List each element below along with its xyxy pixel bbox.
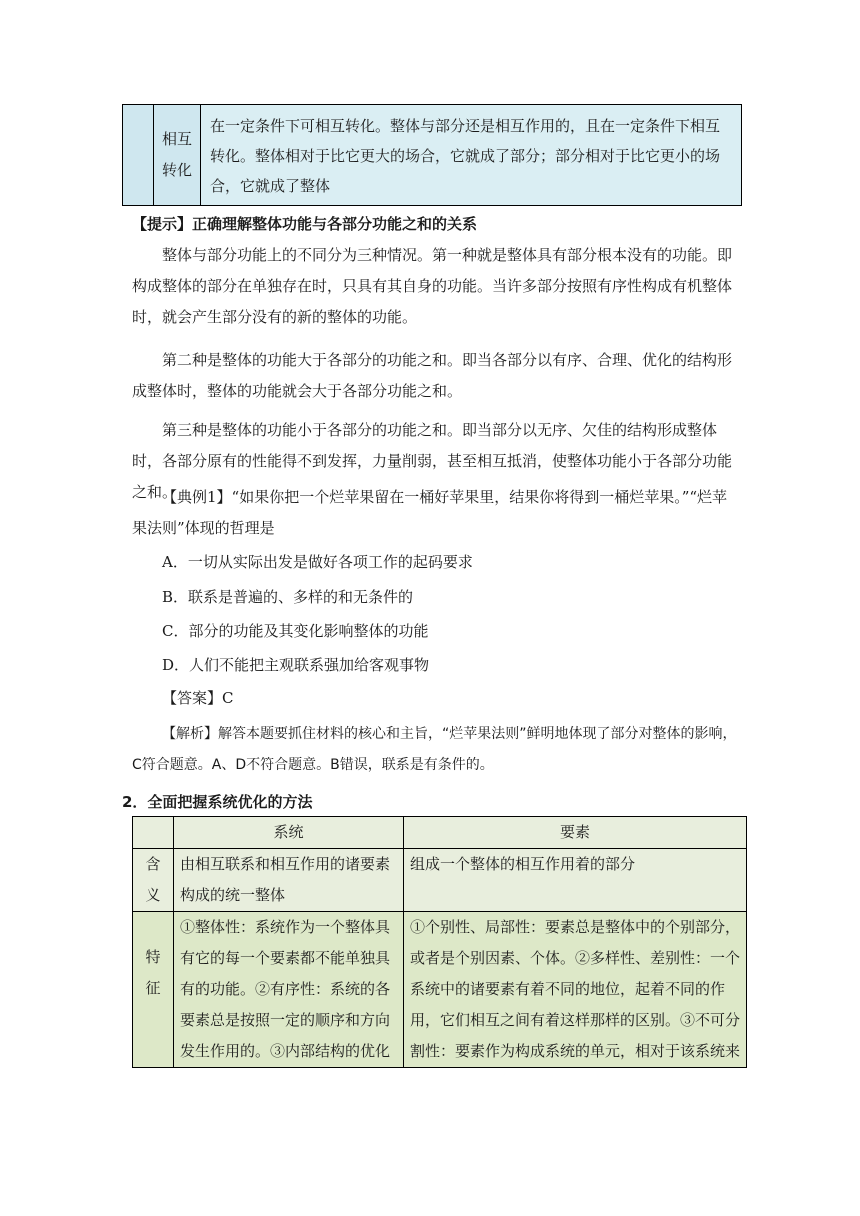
row-label-part: 征 xyxy=(145,979,161,997)
hint-paragraph-1: 整体与部分功能上的不同分为三种情况。第一种就是整体具有部分根本没有的功能。即构成整体的部分在单独存在时，只具有其自身的功能。当许多部分按照有序性构成有机整体时，就会产生部分没有的新的整体的功能。 xyxy=(132,246,733,326)
hint-title: 【提示】正确理解整体功能与各部分功能之和的关系 xyxy=(132,215,478,233)
row-label-cell xyxy=(154,105,201,206)
option-c: C．部分的功能及其变化影响整体的功能 xyxy=(162,622,429,640)
table-row xyxy=(133,912,747,1068)
header-empty xyxy=(133,817,174,849)
row-content-cell: 在一定条件下可相互转化。整体与部分还是相互作用的，且在一定条件下相互转化。整体相对于比它更大的场合，它就成了部分；部分相对于比它更小的场合，它就成了整体 xyxy=(201,105,742,206)
answer: 【答案】C xyxy=(162,689,234,707)
row-label-part: 义 xyxy=(145,886,161,904)
system-element-table xyxy=(132,816,747,1068)
option-a: A．一切从实际出发是做好各项工作的起码要求 xyxy=(162,553,473,571)
table-row xyxy=(123,105,742,206)
row-label-meaning xyxy=(133,849,174,912)
element-features-cell: ①个别性、局部性：要素总是整体中的个别部分，或者是个别因素、个体。②多样性、差别性：一个系统中的诸要素有着不同的地位，起着不同的作用，它们相互之间有着这样那样的区别。③不可分割性：要素作为构成系统的单元，相对于该系统来 xyxy=(404,912,747,1068)
row-label-part: 含 xyxy=(145,855,161,873)
row-label-part: 转化 xyxy=(161,161,192,179)
element-meaning-cell: 组成一个整体的相互作用着的部分 xyxy=(404,849,747,912)
header-system: 系统 xyxy=(174,817,404,849)
option-d: D．人们不能把主观联系强加给客观事物 xyxy=(162,656,430,674)
row-label-features xyxy=(133,912,174,1068)
hint-paragraph-2: 第二种是整体的功能大于各部分的功能之和。即当各部分以有序、合理、优化的结构形成整体时，整体的功能就会大于各部分功能之和。 xyxy=(132,351,733,400)
row-label-part: 相互 xyxy=(161,130,192,148)
hint-paragraph-3: 第三种是整体的功能小于各部分的功能之和。即当部分以无序、欠佳的结构形成整体时，各部分原有的性能得不到发挥，力量削弱，甚至相互抵消，使整体功能小于各部分功能之和。 xyxy=(132,421,733,501)
explanation: 【解析】解答本题要抓住材料的核心和主旨，“烂苹果法则”鲜明地体现了部分对整体的影响，C符合题意。A、D不符合题意。B错误，联系是有条件的。 xyxy=(132,726,737,773)
table-row xyxy=(133,849,747,912)
table-empty-cell xyxy=(123,105,154,206)
example-question: 【典例1】“如果你把一个烂苹果留在一桶好苹果里，结果你将得到一桶烂苹果。”“烂苹果法则”体现的哲理是 xyxy=(132,488,728,537)
section-title: 2．全面把握系统优化的方法 xyxy=(122,793,313,811)
row-label-part: 特 xyxy=(145,948,161,966)
header-element: 要素 xyxy=(404,817,747,849)
table-header-row xyxy=(133,817,747,849)
concept-table-continued xyxy=(122,104,742,206)
system-features-cell: ①整体性：系统作为一个整体具有它的每一个要素都不能单独具有的功能。②有序性：系统的各要素总是按照一定的顺序和方向发生作用的。③内部结构的优化 xyxy=(174,912,404,1068)
option-b: B．联系是普遍的、多样的和无条件的 xyxy=(162,588,414,606)
system-meaning-cell: 由相互联系和相互作用的诸要素构成的统一整体 xyxy=(174,849,404,912)
